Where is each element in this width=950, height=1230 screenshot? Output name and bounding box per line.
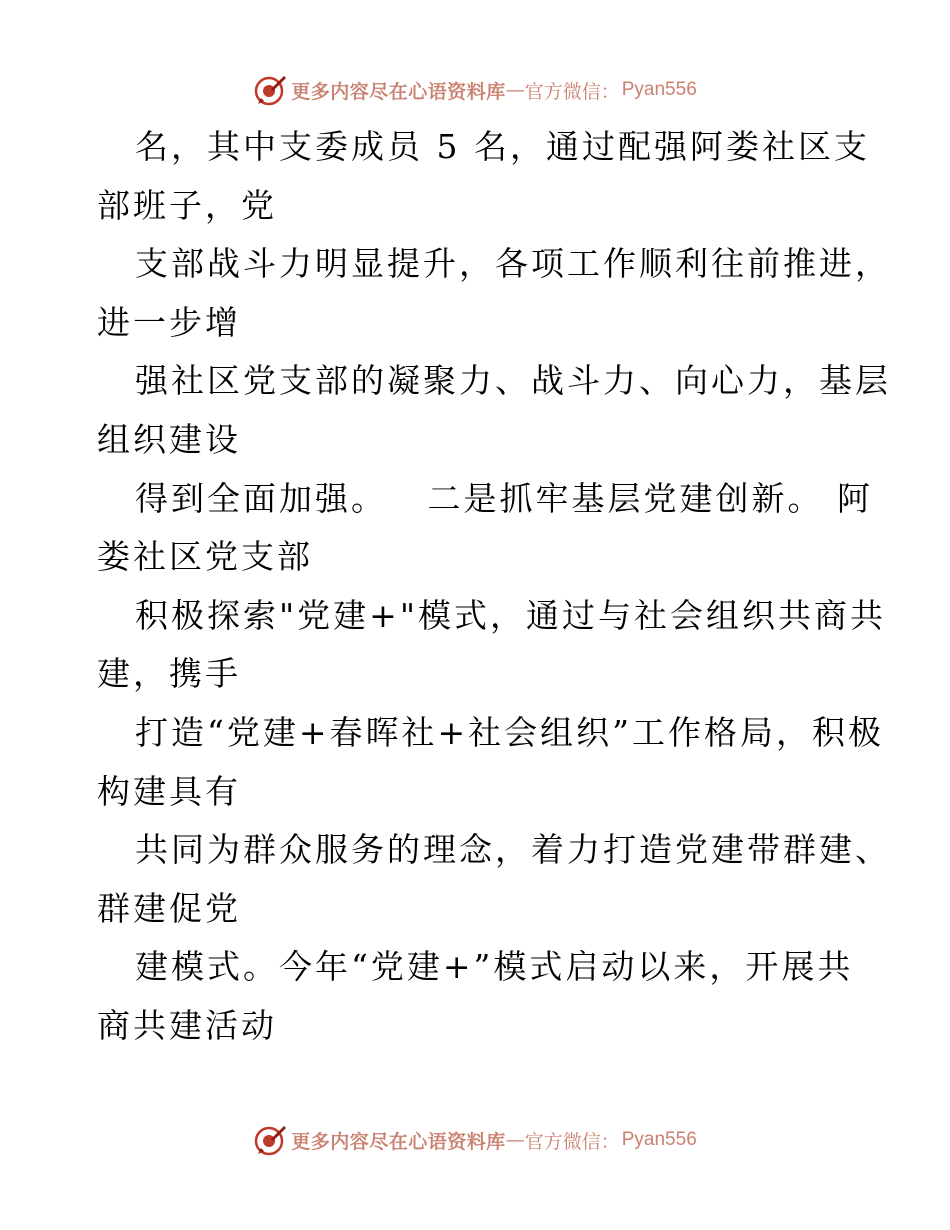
header-banner [0, 70, 950, 110]
text-line: 名，其中支委成员 5 名，通过配强阿娄社区支 [135, 127, 870, 166]
text-line: 打造“党建+春晖社+社会组织”工作格局，积极 [135, 712, 885, 752]
text-line: 娄社区党支部 [97, 537, 313, 577]
banner-dash: — [505, 79, 525, 101]
banner-wechat-id: Pyan556 [621, 1129, 697, 1150]
banner-dash: — [505, 1129, 525, 1151]
text-line: 共同为群众服务的理念，着力打造党建带群建、 [135, 830, 891, 870]
footer-banner [0, 1120, 950, 1160]
text-line: 建模式。今年“党建+”模式启动以来，开展共 [135, 947, 854, 987]
quill-seal-icon [253, 73, 287, 107]
banner-wechat-id: Pyan556 [621, 79, 697, 100]
text-line: 积极探索"党建+"模式，通过与社会组织共商共 [135, 595, 887, 635]
text-line: 组织建设 [97, 419, 241, 459]
banner-text: 更多内容尽在心语资料库 [291, 1130, 506, 1153]
text-line: 建，携手 [97, 654, 241, 694]
document-body [97, 118, 891, 1056]
text-line: 构建具有 [97, 771, 241, 811]
text-line: 支部战斗力明显提升，各项工作顺利往前推进， [135, 244, 891, 284]
banner-text: 更多内容尽在心语资料库 [291, 80, 506, 103]
text-line: 部班子，党 [97, 185, 277, 225]
text-line: 商共建活动 [97, 1005, 277, 1045]
quill-seal-icon [253, 1123, 287, 1157]
text-line: 群建促党 [97, 888, 241, 928]
text-line: 强社区党支部的凝聚力、战斗力、向心力，基层 [135, 361, 891, 401]
banner-official-label: 官方微信： [524, 1130, 620, 1153]
banner-official-label: 官方微信： [524, 80, 620, 103]
text-line: 进一步增 [97, 302, 241, 342]
text-line: 得到全面加强。 二是抓牢基层党建创新。 阿 [135, 478, 873, 518]
